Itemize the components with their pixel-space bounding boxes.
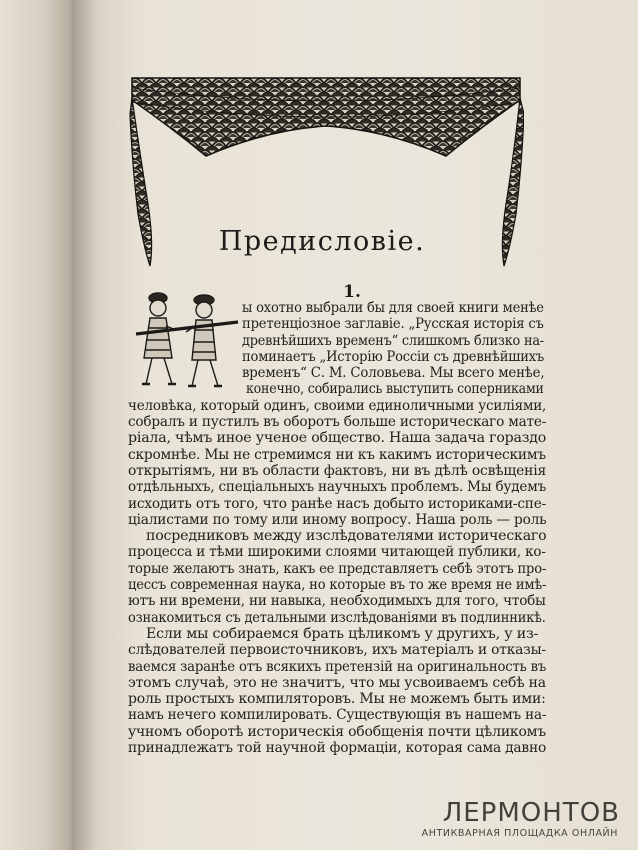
body-text-line: отдѣльныхъ, спеціальныхъ научныхъ проблемъ. Мы будемъ bbox=[128, 479, 547, 496]
body-text-line: претенціозное заглавіе. „Русская исторія съ bbox=[242, 316, 544, 333]
left-page-edge bbox=[0, 0, 80, 850]
body-text-line: слѣдователей первоисточниковъ, ихъ матеріалъ и отказы- bbox=[128, 642, 546, 659]
body-text-line: ютъ ни времени, ни навыка, необходимыхъ для того, чтобы bbox=[128, 593, 546, 610]
section-number: 1. bbox=[343, 282, 361, 302]
body-text-line: временъ“ С. М. Соловьева. Мы всего менѣе, bbox=[242, 365, 545, 382]
body-text-line: исходить отъ того, что ранѣе насъ добыто историками-спе- bbox=[128, 495, 547, 512]
body-text-line: принадлежатъ той научной формаціи, которая сама давно bbox=[128, 740, 547, 756]
body-text-line: цессъ современная наука, но которые въ то же время не имѣ- bbox=[128, 577, 547, 594]
body-text-line: Если мы собираемся брать цѣликомъ у другихъ, у из- bbox=[146, 625, 539, 642]
body-text-line: ціалистами по тому или иному вопросу. Наша роль — роль bbox=[128, 511, 547, 528]
body-text-line: посредниковъ между изслѣдователями историческаго bbox=[146, 528, 547, 545]
body-text-line: поминаетъ „Исторію Россіи съ древнѣйшихъ bbox=[242, 348, 545, 365]
body-text-line: учномъ оборотѣ историческія обобщенія почти цѣликомъ bbox=[128, 723, 546, 740]
body-text-line: собралъ и пустилъ въ оборотъ больше историческаго мате- bbox=[128, 414, 547, 431]
body-text-line: ваемся заранѣе отъ всякихъ претензій на оригинальность въ bbox=[128, 658, 547, 675]
body-text-line: этомъ случаѣ, это не значитъ, что мы усвоиваемъ себѣ на bbox=[128, 674, 546, 691]
body-text-line: процесса и тѣми широкими слоями читающей публики, ко- bbox=[128, 544, 546, 561]
watermark bbox=[421, 798, 630, 840]
body-text-line: роль простыхъ компиляторовъ. Мы не можемъ быть ими: bbox=[128, 691, 546, 708]
body-text-line: человѣка, который одинъ, своими единоличными усиліями, bbox=[128, 397, 547, 414]
chapter-title: Предисловіе. bbox=[218, 226, 426, 257]
body-text-line: древнѣйшихъ временъ“ слишкомъ близко на- bbox=[242, 332, 544, 349]
body-text-line: ы охотно выбрали бы для своей книги менѣе bbox=[242, 300, 544, 316]
body-text-line: ріала, чѣмъ иное ученое общество. Наша задача гораздо bbox=[128, 430, 547, 447]
watermark-name: ЛЕРМОНТОВ bbox=[442, 798, 620, 828]
body-text-line: ознакомиться съ детальными изслѣдованіями въ подлинникѣ. bbox=[128, 609, 546, 626]
watermark-subtitle: АНТИКВАРНАЯ ПЛОЩАДКА ОНЛАЙН bbox=[421, 828, 618, 839]
body-text-line: открытіямъ, ни въ области фактовъ, ни въ дѣлѣ освѣщенія bbox=[128, 462, 547, 479]
body-text-line: конечно, собирались выступить соперниками bbox=[246, 381, 544, 398]
body-text-line: скромнѣе. Мы не стремимся ни къ какимъ историческимъ bbox=[128, 446, 546, 463]
illustrated-initial-figures bbox=[128, 282, 240, 392]
body-text-line: намъ нечего компилировать. Существующія въ нашемъ на- bbox=[128, 707, 547, 724]
body-text-line: торые желаютъ знать, какъ ее представляетъ себѣ этотъ про- bbox=[128, 560, 547, 577]
